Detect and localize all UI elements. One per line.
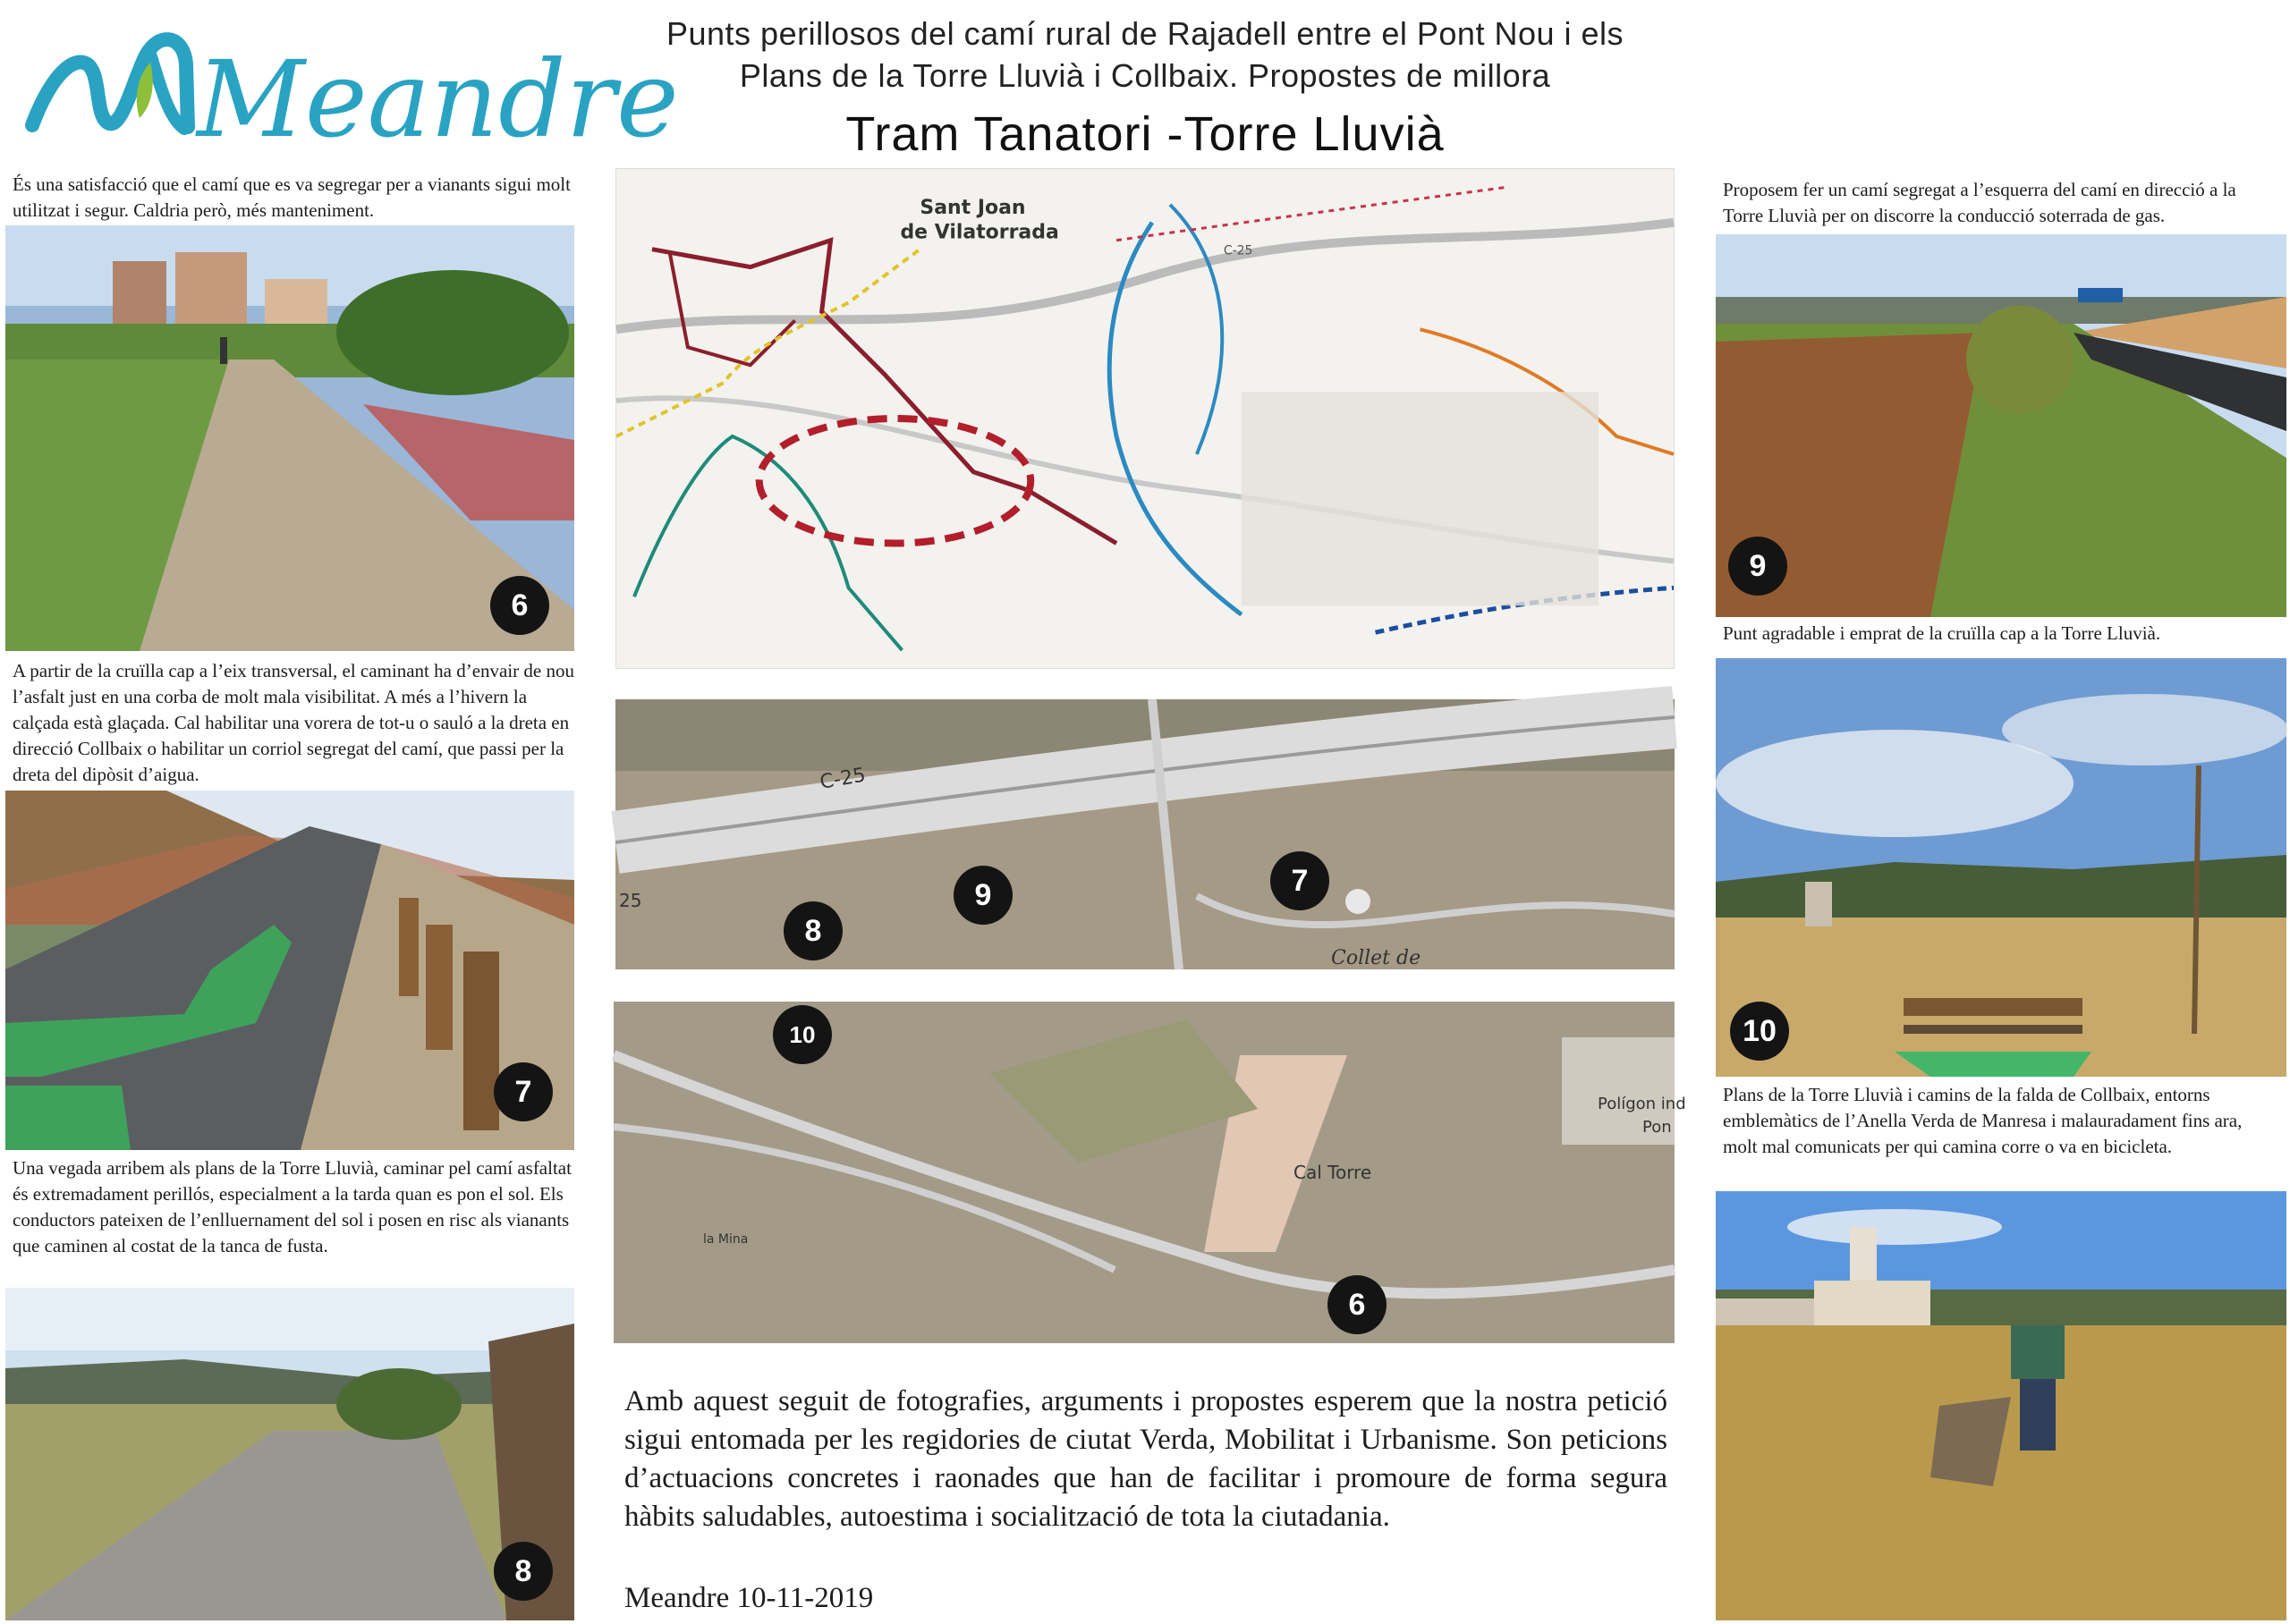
photo-road-8: [5, 1288, 574, 1620]
svg-text:Pon: Pon: [1642, 1118, 1672, 1137]
right-text-1: Proposem fer un camí segregat a l’esquerra del camí en direcció a la Torre Lluvià per on discorre la conducció soterrada de gas.: [1723, 179, 2236, 226]
svg-text:Cal Torre: Cal Torre: [1293, 1162, 1372, 1183]
aerial-photo-2: [614, 1002, 1686, 1343]
aerial-badge-8: 8: [784, 901, 843, 960]
photo-badge-9: 9: [1728, 537, 1787, 596]
photo-torre-lluvia: [1716, 1191, 2286, 1620]
svg-text:Polígon ind: Polígon ind: [1598, 1095, 1686, 1113]
photo-badge-6: 6: [490, 576, 549, 635]
svg-text:la Mina: la Mina: [703, 1232, 749, 1247]
svg-text:de Vilatorrada: de Vilatorrada: [900, 221, 1059, 244]
aerial-photo-1: [615, 699, 1675, 969]
svg-text:C-25: C-25: [1223, 243, 1253, 258]
right-text-2: Punt agradable i emprat de la cruïlla cap a la Torre Lluvià.: [1723, 622, 2161, 644]
route-map: [615, 168, 1675, 669]
heading-line-1: Punts perillosos del camí rural de Rajadell entre el Pont Nou i els: [666, 15, 1624, 52]
aerial-badge-9: 9: [954, 866, 1013, 925]
svg-text:Meandre: Meandre: [197, 38, 679, 161]
right-text-3: Plans de la Torre Lluvià i camins de la falda de Collbaix, entorns emblemàtics de l’Anella Verda de Manresa i malauradament fins ara, molt mal comunicats per qui camina corre o va en bicicleta.: [1723, 1084, 2243, 1157]
page-subtitle: Tram Tanatori -Torre Lluvià: [845, 107, 1445, 161]
photo-badge-8: 8: [494, 1542, 553, 1601]
photo-badge-10: 10: [1730, 1002, 1789, 1061]
aerial-badge-10: 10: [773, 1005, 832, 1064]
svg-text:25: 25: [619, 890, 642, 911]
heading-line-2: Plans de la Torre Lluvià i Collbaix. Propostes de millora: [739, 57, 1551, 94]
meandre-logo-graphic: [25, 20, 679, 161]
photo-badge-7: 7: [494, 1062, 553, 1121]
left-text-2: A partir de la cruïlla cap a l’eix transversal, el caminant ha d’envair de nou l’asfalt just en una corba de molt mala visibilitat. A més a l’hivern la calçada està glaçada. Cal habilitar una vorera de tot-u o sauló a la dreta en direcció Collbaix o habilitar un corriol segregat del camí, que passi per la dreta del dipòsit d’aigua.: [13, 660, 574, 785]
photo-segregated-9: [1716, 234, 2286, 617]
left-text-3: Una vegada arribem als plans de la Torre Lluvià, caminar pel camí asfaltat és extremadament perillós, especialment a la tarda quan es pon el sol. Els conductors pateixen de l’enlluernament del sol i posen en risc als vianants que caminen al costat de la tanca de fusta.: [13, 1157, 572, 1256]
svg-text:Collet de: Collet de: [1331, 947, 1421, 969]
meandre-logo: [25, 20, 679, 161]
photo-path-6: [5, 225, 574, 651]
signature: Meandre 10-11-2019: [624, 1582, 874, 1614]
left-text-1: És una satisfacció que el camí que es va segregar per a vianants sigui molt utilitzat i segur. Caldria però, més manteniment.: [13, 173, 571, 221]
photo-curve-7: [5, 791, 574, 1150]
photo-crossing-10: [1716, 658, 2286, 1077]
page-heading: [617, 13, 1673, 97]
closing-paragraph: Amb aquest seguit de fotografies, arguments i propostes esperem que la nostra petició sigui entomada per les regidories de ciutat Verda, Mobilitat i Urbanisme. Son peticions d’actuacions concretes i raonades que han de facilitar i promoure de forma segura hàbits saludables, autoestima i socialització de tota la ciutadania.: [624, 1385, 1667, 1533]
svg-text:Sant Joan: Sant Joan: [920, 196, 1026, 219]
svg-text:C-25: C-25: [818, 764, 868, 794]
aerial-badge-6: 6: [1327, 1275, 1387, 1334]
aerial-badge-7: 7: [1270, 851, 1329, 910]
